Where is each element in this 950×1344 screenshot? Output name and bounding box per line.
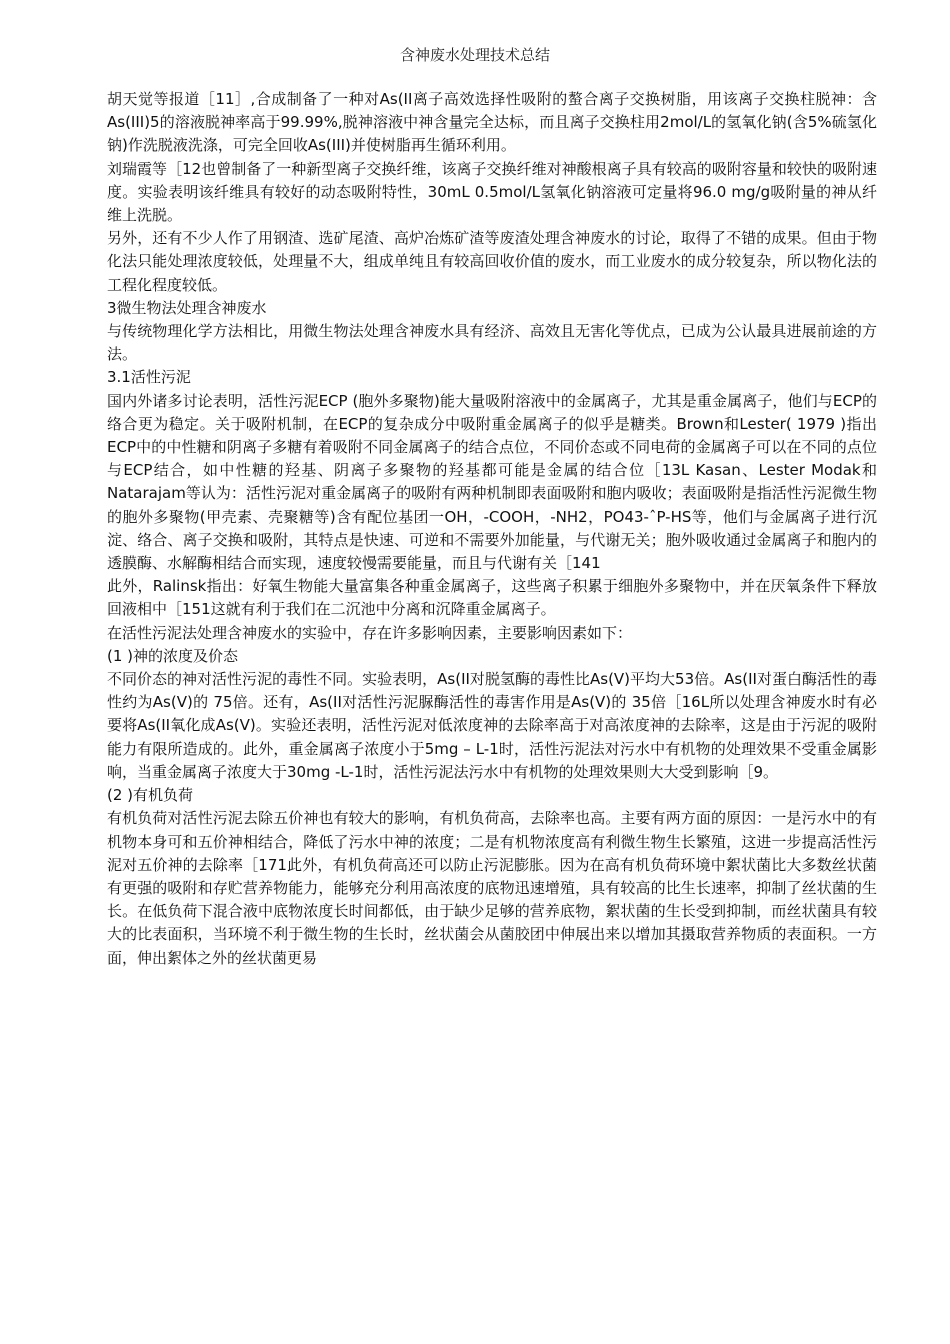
subheading-organic-load: (2 )有机负荷: [107, 786, 194, 805]
document-body: [107, 88, 877, 970]
paragraph-microbial-intro: 与传统物理化学方法相比，用微生物法处理含神废水具有经济、高效且无害化等优点，已成为公认最具进展前途的方法。: [107, 322, 877, 364]
subheading-concentration-valence: (1 )神的浓度及价态: [107, 646, 239, 665]
paragraph-ecp-adsorption: 国内外诸多讨论表明，活性污泥ECP (胞外多聚物)能大量吸附溶液中的金属离子，尤其是重金属离子，他们与ECP的络合更为稳定。关于吸附机制，在ECP的复杂成分中吸附重金属离子的似乎是糖类。Brown和Lester( 1979 )指出ECP中的中性糖和阴离子多糖有着吸附不同金属离子的结合点位，不同价态或不同电荷的金属离子可以在不同的点位与ECP结合，如中性糖的羟基、阴离子多聚物的羟基都可能是金属的结合位［13L Kasan、Lester Modak和Natarajam等认为：活性污泥对重金属离子的吸附有两种机制即表面吸附和胞内吸收；表面吸附是指活性污泥微生物的胞外多聚物(甲壳素、壳聚糖等)含有配位基团一OH，-COOH，-NH2，PO43-ˆP-HS等，他们与金属离子进行沉淀、络合、离子交换和吸附，其特点是快速、可逆和不需要外加能量，与代谢无关；胞外吸收通过金属离子和胞内的透膜酶、水解酶相结合而实现，速度较慢需要能量，而且与代谢有关［141: [107, 391, 877, 573]
paragraph-valence-toxicity: 不同价态的神对活性污泥的毒性不同。实验表明，As(II对脱氢酶的毒性比As(V)平均大53倍。As(II对蛋白酶活性的毒性约为As(V)的 75倍。还有，As(II对活性污泥脲酶活性的毒害作用是As(V)的 35倍［16L所以处理含神废水时有必要将As(II氧化成As(V)。实验还表明，活性污泥对低浓度神的去除率高于对高浓度神的去除率，这是由于污泥的吸附能力有限所造成的。此外，重金属离子浓度小于5mg – L-1时，活性污泥法对污水中有机物的处理效果不受重金属影响，当重金属离子浓度大于30mg -L-1时，活性污泥法污水中有机物的处理效果则大大受到影响［9。: [107, 670, 877, 781]
paragraph-factors-intro: 在活性污泥法处理含神废水的实验中，存在许多影响因素，主要影响因素如下：: [107, 623, 633, 642]
section-heading-microbial: 3微生物法处理含神废水: [107, 298, 267, 317]
paragraph-ion-exchange-fiber: 刘瑞霞等［12也曾制备了一种新型离子交换纤维，该离子交换纤维对神酸根离子具有较高的吸附容量和较快的吸附速度。实验表明该纤维具有较好的动态吸附特性，30mL 0.5mol/L氢氧化钠溶液可定量将96.0 mg/g吸附量的神从纤维上洗脱。: [107, 159, 877, 225]
paragraph-waste-slag: 另外，还有不少人作了用钢渣、选矿尾渣、高炉冶炼矿渣等废渣处理含神废水的讨论，取得了不错的成果。但由于物化法只能处理浓度较低，处理量不大，组成单纯且有较高回收价值的废水，而工业废水的成分较复杂，所以物化法的工程化程度较低。: [107, 229, 877, 294]
paragraph-ralinsk: 此外，Ralinsk指出：好氧生物能大量富集各种重金属离子，这些离子积累于细胞外多聚物中，并在厌氧条件下释放回液相中［151这就有利于我们在二沉池中分离和沉降重金属离子。: [107, 577, 877, 619]
paragraph-ion-exchange-resin: 胡天觉等报道［11］,合成制备了一种对As(II离子高效选择性吸附的螯合离子交换树脂，用该离子交换柱脱神：含As(III)5的溶液脱神率高于99.99%,脱神溶液中神含量完全达标，而且离子交换柱用2mol/L的氢氧化钠(含5%硫氢化钠)作洗脱液洗涤，可完全回收As(III)并使树脂再生循环利用。: [107, 90, 877, 155]
page-header-title: 含神废水处理技术总结: [399, 46, 550, 64]
paragraph-organic-load: 有机负荷对活性污泥去除五价神也有较大的影响，有机负荷高，去除率也高。主要有两方面的原因：一是污水中的有机物本身可和五价神相结合，降低了污水中神的浓度；二是有机物浓度高有利微生物生长繁殖，这进一步提高活性污泥对五价神的去除率［171此外，有机负荷高还可以防止污泥膨胀。因为在高有机负荷环境中絮状菌比大多数丝状菌有更强的吸附和存贮营养物能力，能够充分利用高浓度的底物迅速增殖，具有较高的比生长速率，抑制了丝状菌的生长。在低负荷下混合液中底物浓度长时间都低，由于缺少足够的营养底物，絮状菌的生长受到抑制，而丝状菌具有较大的比表面积，当环境不利于微生物的生长时，丝状菌会从菌胶团中伸展出来以增加其摄取营养物质的表面积。一方面，伸出絮体之外的丝状菌更易: [107, 809, 877, 967]
section-heading-activated-sludge: 3.1活性污泥: [107, 368, 191, 387]
